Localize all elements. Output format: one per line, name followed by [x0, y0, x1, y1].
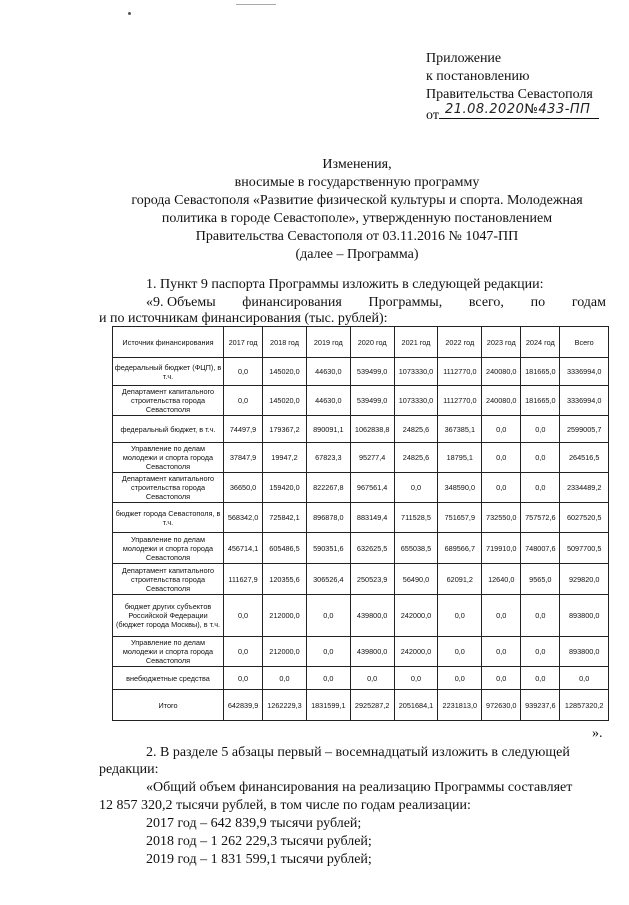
table-cell: 967561,4	[350, 473, 394, 503]
table-cell: 179367,2	[263, 416, 307, 443]
table-row	[113, 637, 609, 667]
table-row	[113, 690, 609, 721]
handwritten-date-number	[445, 101, 591, 119]
table-cell: 250523,9	[350, 564, 394, 595]
table-cell: 0,0	[482, 416, 521, 443]
handwritten-number: 433-ПП	[538, 102, 591, 117]
table-cell: 145020,0	[263, 386, 307, 416]
table-cell: 24825,6	[394, 416, 438, 443]
table-cell: 689566,7	[438, 533, 482, 564]
table-cell: 0,0	[306, 595, 350, 637]
table-cell: 439800,0	[350, 637, 394, 667]
table-cell: 632625,5	[350, 533, 394, 564]
appendix-line-1: Приложение	[426, 51, 502, 66]
table-cell: 6027520,5	[560, 503, 609, 533]
table-cell: 348590,0	[438, 473, 482, 503]
table-cell: 725842,1	[263, 503, 307, 533]
table-cell: 732550,0	[482, 503, 521, 533]
year-2019-line: 2019 год – 1 831 599,1 тысячи рублей;	[146, 852, 372, 867]
table-cell: 212000,0	[263, 595, 307, 637]
table-cell: 56490,0	[394, 564, 438, 595]
table-cell: 893800,0	[560, 595, 609, 637]
table-cell: 12640,0	[482, 564, 521, 595]
table-cell: 120355,6	[263, 564, 307, 595]
table-cell: 0,0	[482, 473, 521, 503]
table-cell: 0,0	[438, 595, 482, 637]
appendix-line-2: к постановлению	[426, 69, 530, 84]
table-cell: 19947,2	[263, 443, 307, 473]
table-row	[113, 386, 609, 416]
title-line-3: города Севастополя «Развитие физической культуры и спорта. Молодежная	[131, 193, 583, 208]
table-cell: 605486,5	[263, 533, 307, 564]
table-cell: 748007,6	[521, 533, 560, 564]
table-cell: 0,0	[394, 473, 438, 503]
header-2021: 2021 год	[394, 327, 438, 358]
table-cell: 74497,9	[224, 416, 263, 443]
table-cell: 893800,0	[560, 637, 609, 667]
table-cell: 0,0	[350, 667, 394, 690]
item1-word: годам	[571, 295, 606, 310]
table-cell: 0,0	[306, 637, 350, 667]
table-cell: 1073330,0	[394, 358, 438, 386]
date-number-fill-line	[439, 104, 599, 119]
table-cell: 37847,9	[224, 443, 263, 473]
title-line-4: политика в городе Севастополе», утвержденную постановлением	[161, 211, 553, 226]
table-cell: 1262229,3	[263, 690, 307, 721]
table-cell: 1112770,0	[438, 358, 482, 386]
table-cell: 0,0	[482, 443, 521, 473]
header-2022: 2022 год	[438, 327, 482, 358]
table-row	[113, 443, 609, 473]
table-cell: 0,0	[224, 637, 263, 667]
table-cell: 5097700,5	[560, 533, 609, 564]
appendix-date-line	[426, 104, 599, 125]
table-cell: 2334489,2	[560, 473, 609, 503]
table-cell: 264516,5	[560, 443, 609, 473]
table-cell: 0,0	[521, 443, 560, 473]
table-cell: 9565,0	[521, 564, 560, 595]
table-cell: 2051684,1	[394, 690, 438, 721]
item1-word: по	[530, 295, 546, 310]
table-cell: 2599005,7	[560, 416, 609, 443]
quote-line-1: «Общий объем финансирования на реализацию Программы составляет	[146, 780, 573, 795]
table-cell: 939237,6	[521, 690, 560, 721]
appendix-line-3: Правительства Севастополя	[426, 87, 593, 102]
table-row	[113, 473, 609, 503]
item1-line-3: и по источникам финансирования (тыс. рублей):	[99, 311, 388, 326]
table-cell: 568342,0	[224, 503, 263, 533]
table-cell: 306526,4	[306, 564, 350, 595]
table-cell: 181665,0	[521, 386, 560, 416]
header-2024: 2024 год	[521, 327, 560, 358]
table-cell: 0,0	[560, 667, 609, 690]
table-cell: 972630,0	[482, 690, 521, 721]
table-cell: 44630,0	[306, 358, 350, 386]
scan-artifact-line	[236, 4, 276, 5]
item1-word: финансирования	[242, 295, 342, 310]
title-line-1: Изменения,	[322, 157, 392, 172]
table-cell: 883149,4	[350, 503, 394, 533]
row-source-cell: федеральный бюджет (ФЦП), в т.ч.	[113, 358, 224, 386]
table-row	[113, 358, 609, 386]
table-header-row	[113, 327, 609, 358]
table-cell: 181665,0	[521, 358, 560, 386]
table-cell: 44630,0	[306, 386, 350, 416]
row-source-cell: федеральный бюджет, в т.ч.	[113, 416, 224, 443]
header-2018: 2018 год	[263, 327, 307, 358]
table-cell: 439800,0	[350, 595, 394, 637]
table-cell: 642839,9	[224, 690, 263, 721]
table-cell: 12857320,2	[560, 690, 609, 721]
table-cell: 1073330,0	[394, 386, 438, 416]
table-cell: 95277,4	[350, 443, 394, 473]
table-cell: 539499,0	[350, 386, 394, 416]
title-line-2: вносимые в государственную программу	[234, 175, 480, 190]
header-2023: 2023 год	[482, 327, 521, 358]
table-cell: 0,0	[224, 386, 263, 416]
row-source-cell: Департамент капитального строительства города Севастополя	[113, 473, 224, 503]
table-cell: 0,0	[521, 637, 560, 667]
number-prefix: №	[524, 102, 539, 117]
row-source-cell: бюджет других субъектов Российской Федерации (бюджет города Москвы), в т.ч.	[113, 595, 224, 637]
table-cell: 590351,6	[306, 533, 350, 564]
table-row	[113, 667, 609, 690]
quote-line-2: 12 857 320,2 тысячи рублей, в том числе по годам реализации:	[99, 798, 471, 813]
item1-word: Программы,	[368, 295, 443, 310]
table-cell: 0,0	[224, 667, 263, 690]
table-cell: 0,0	[521, 416, 560, 443]
table-cell: 539499,0	[350, 358, 394, 386]
header-source: Источник финансирования	[113, 327, 224, 358]
table-row	[113, 564, 609, 595]
table-cell: 67823,3	[306, 443, 350, 473]
table-body	[113, 358, 609, 721]
year-2017-line: 2017 год – 642 839,9 тысячи рублей;	[146, 816, 362, 831]
table-cell: 212000,0	[263, 637, 307, 667]
handwritten-date: 21.08.2020	[444, 102, 525, 117]
table-cell: 0,0	[482, 595, 521, 637]
header-2020: 2020 год	[350, 327, 394, 358]
item1-word: «9. Объемы	[146, 295, 216, 310]
scan-speck	[128, 12, 131, 15]
table-row	[113, 416, 609, 443]
header-2017: 2017 год	[224, 327, 263, 358]
table-cell: 751657,9	[438, 503, 482, 533]
table-cell: 159420,0	[263, 473, 307, 503]
row-source-cell: Управление по делам молодежи и спорта города Севастополя	[113, 637, 224, 667]
table-cell: 0,0	[306, 667, 350, 690]
table-cell: 0,0	[438, 637, 482, 667]
row-source-cell: Департамент капитального строительства города Севастополя	[113, 564, 224, 595]
table-cell: 0,0	[394, 667, 438, 690]
table-row	[113, 595, 609, 637]
table-cell: 711528,5	[394, 503, 438, 533]
table-cell: 1112770,0	[438, 386, 482, 416]
table-cell: 242000,0	[394, 637, 438, 667]
item1-word: всего,	[468, 295, 504, 310]
row-source-cell: Управление по делам молодежи и спорта города Севастополя	[113, 443, 224, 473]
table-cell: 0,0	[224, 595, 263, 637]
table-cell: 18795,1	[438, 443, 482, 473]
table-cell: 111627,9	[224, 564, 263, 595]
table-cell: 0,0	[521, 667, 560, 690]
table-cell: 240080,0	[482, 386, 521, 416]
row-source-cell: бюджет города Севастополя, в т.ч.	[113, 503, 224, 533]
table-cell: 367385,1	[438, 416, 482, 443]
table-cell: 1831599,1	[306, 690, 350, 721]
item2-line-1: 2. В разделе 5 абзацы первый – восемнадцатый изложить в следующей	[146, 745, 570, 760]
table-cell: 3336994,0	[560, 358, 609, 386]
table-row	[113, 533, 609, 564]
table-cell: 145020,0	[263, 358, 307, 386]
table-cell: 655038,5	[394, 533, 438, 564]
table-cell: 0,0	[521, 595, 560, 637]
title-line-5: Правительства Севастополя от 03.11.2016 № 1047-ПП	[195, 229, 519, 244]
table-cell: 62091,2	[438, 564, 482, 595]
item2-line-2: редакции:	[99, 762, 159, 777]
year-2018-line: 2018 год – 1 262 229,3 тысячи рублей;	[146, 834, 372, 849]
table-cell: 2925287,2	[350, 690, 394, 721]
row-source-cell: Итого	[113, 690, 224, 721]
row-source-cell: внебюджетные средства	[113, 667, 224, 690]
table-cell: 0,0	[482, 637, 521, 667]
table-cell: 24825,6	[394, 443, 438, 473]
table-cell: 2231813,0	[438, 690, 482, 721]
table-row	[113, 503, 609, 533]
table-cell: 240080,0	[482, 358, 521, 386]
table-cell: 1062838,8	[350, 416, 394, 443]
table-cell: 36650,0	[224, 473, 263, 503]
table-cell: 890091,1	[306, 416, 350, 443]
table-cell: 0,0	[438, 667, 482, 690]
document-title	[92, 156, 622, 264]
row-source-cell: Управление по делам молодежи и спорта города Севастополя	[113, 533, 224, 564]
title-line-6: (далее – Программа)	[295, 247, 419, 262]
table-cell: 0,0	[263, 667, 307, 690]
item1-line-1: 1. Пункт 9 паспорта Программы изложить в следующей редакции:	[146, 277, 544, 292]
table-cell: 929820,0	[560, 564, 609, 595]
table-cell: 242000,0	[394, 595, 438, 637]
table-cell: 3336994,0	[560, 386, 609, 416]
header-2019: 2019 год	[306, 327, 350, 358]
table-cell: 719910,0	[482, 533, 521, 564]
table-cell: 757572,6	[521, 503, 560, 533]
row-source-cell: Департамент капитального строительства города Севастополя	[113, 386, 224, 416]
header-total: Всего	[560, 327, 609, 358]
table-end-quote: ».	[592, 726, 603, 741]
table-cell: 0,0	[521, 473, 560, 503]
table-cell: 896878,0	[306, 503, 350, 533]
table-cell: 0,0	[224, 358, 263, 386]
appendix-block	[426, 50, 599, 125]
date-prefix: от	[426, 108, 439, 123]
financing-table	[112, 326, 609, 721]
table-cell: 822267,8	[306, 473, 350, 503]
table-cell: 0,0	[482, 667, 521, 690]
table-cell: 456714,1	[224, 533, 263, 564]
